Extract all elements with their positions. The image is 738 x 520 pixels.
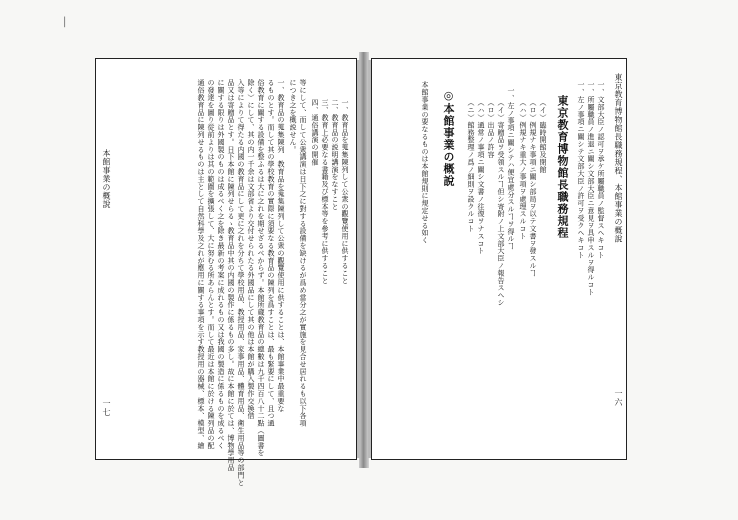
left-page xyxy=(95,58,357,486)
right-line: 一、文部大臣ノ認可ヲ承ケ所屬職員ノ監督スヘキコト xyxy=(597,81,605,259)
right-line: （ニ）館務整理ノ爲ノ細則ヲ設クルコト xyxy=(467,99,475,233)
left-line: 等にして、而して公衆講演は日下之に對する設備を缺けるが爲め當分之が實施を見合せ居れるも以下各項 xyxy=(299,79,307,427)
right-line: （ロ）例規ナキ事項ニ關シ部局ヲ以テ文書ヲ發スルヿ xyxy=(529,99,537,277)
left-page-number: 一七 xyxy=(102,399,111,417)
left-line: 一、教育品を蒐集陳列して公衆の觀覽使用に供すること xyxy=(341,99,349,284)
left-line: るものとす。而して其の學校教育の實際に須要なる教育品の陳列を爲すことは、最も緊要にして、且つ通 xyxy=(267,79,275,427)
page-edge xyxy=(368,60,371,458)
right-page xyxy=(371,58,627,460)
left-line: 俗教育に關する設備を整ふるは大に之れを期せざるべからず。本館所蔵教育品の總數は九千四百八十二點（圖書を xyxy=(257,79,265,457)
right-line: （イ）臨時開館及閉館 xyxy=(539,99,547,173)
right-line: （イ）寄贈品ヲ受領スルヿ但シ寄附ノ上文部大臣ノ報告スヘシ xyxy=(497,99,505,307)
left-line: 二、教育品の説明講演をなすこと xyxy=(331,99,339,210)
page-edge xyxy=(357,60,360,458)
left-line: 一、教育品の蒐集陳列 教育品を蒐集陳列して公衆の觀覽使用に供することは、本館事業中最重要な xyxy=(277,79,285,412)
right-line: （ハ）通常ノ事項ニ關シ文書ノ往復ヲナスコト xyxy=(477,99,485,255)
left-line: に關する限りは外國製のものは成るべく之を除き最新の考案に成れるもの又は我國の製造に係るものを成るべく xyxy=(217,79,225,449)
left-line: 品又は寄贈品とす。日下本館に陳列せらるゝ教育品中其の内國の製作に係るもの多し。故に本館に於ては、博物學用品 xyxy=(227,79,235,472)
left-running-header: 本館事業の概說 xyxy=(102,149,111,209)
left-line: 三、教育上必要なる書籍及び標本等を參考に供すること xyxy=(321,99,329,284)
left-line: につき之を概説せん。 xyxy=(289,79,297,153)
right-section-line: 本館事業の要なるものは本館規則に規定せる如く xyxy=(421,81,429,244)
right-page-number: 一六 xyxy=(614,389,623,407)
right-line: 一、所屬職員ノ進退ニ關シ文部大臣ニ意見ヲ具申スルヲ得ルコト xyxy=(587,81,595,296)
left-line: 除く）にして、其の内一千余は文部省より交付せられたる外國品にして其の他は本館が購入製作交換借 xyxy=(247,79,255,420)
right-page-title: 東京教育博物館長職務規程 xyxy=(556,95,569,239)
right-line: （ハ）例規ナキ重大ノ事項ヲ處理スルコト xyxy=(519,99,527,240)
right-section-heading: ◎本館事業の概說 xyxy=(442,89,455,187)
left-line: 入等によりて得たる内國の教育品にして更に之れを分ちて學校用品、教授用品、家事用品、體育用品、衛生用品等の部門と xyxy=(237,79,245,486)
left-line: の發達を圖り從前よりは其の範圍を擴張して、大に努むる所あらんとす。而して最近は本館に於ける陳列品の配 xyxy=(207,79,215,449)
left-line: 通俗教育品に陳列せるものは主として自然科學及之れが應用に關する事項を示す教授用の器械、標本、模型、繪 xyxy=(197,79,205,449)
right-line: 一、左ノ事項ニ關シテハ便宜處分スルヿヲ得ルヿ xyxy=(507,87,515,250)
right-line: 一、左ノ事項ニ關シテ文部大臣ノ許可ヲ受クヘキコト xyxy=(577,81,585,259)
scan-artifact: │ xyxy=(62,18,68,28)
left-line: 四、通俗講演の開催 xyxy=(311,99,319,166)
right-line: （ロ）出品ノ許容 xyxy=(487,99,495,159)
right-running-header: 東京教育博物館長職務規程、本館事業の概說 xyxy=(614,73,623,243)
